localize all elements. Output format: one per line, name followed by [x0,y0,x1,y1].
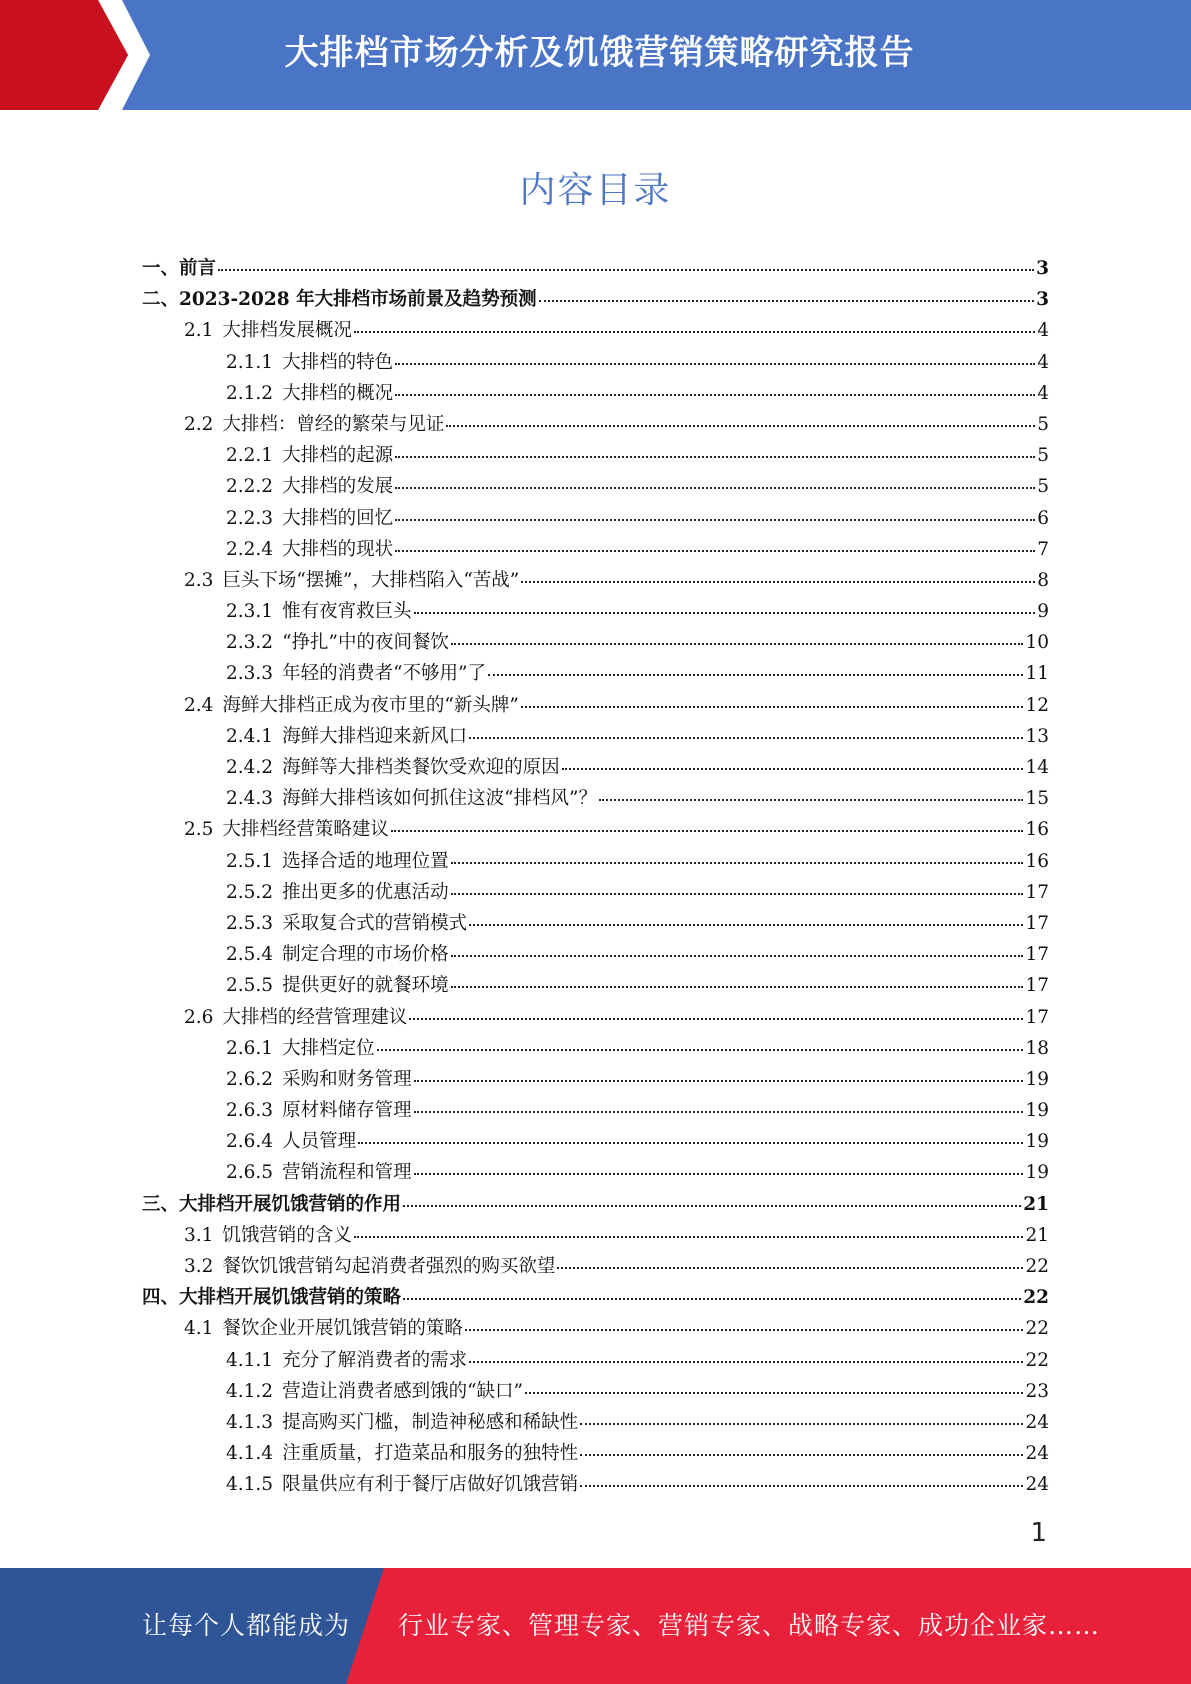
toc-dot-leader [391,812,1024,832]
toc-dot-leader [395,345,1035,365]
toc-entry-page: 11 [1025,663,1049,685]
toc-entry-number: 2.6.1 [226,1037,274,1059]
toc-dot-leader [469,719,1023,739]
toc-entry-page: 24 [1025,1474,1049,1496]
toc-entry-page: 24 [1025,1443,1049,1465]
footer-slogan-left: 让每个人都能成为 [142,1611,351,1640]
toc-entry-title: 人员管理 [282,1131,357,1153]
toc-entry-page: 16 [1025,850,1049,872]
toc-entry-page: 5 [1037,476,1049,498]
toc-entry-page: 3 [1036,258,1049,279]
toc-entry-page: 22 [1023,1287,1049,1309]
toc-entry-number: 4.1 [184,1318,214,1340]
toc-dot-leader [414,1155,1024,1175]
toc-entry-page: 17 [1025,975,1049,997]
toc-entry-number: 一、 [142,258,180,279]
toc-entry[interactable] [142,1127,1049,1158]
toc-entry-number: 4.1.1 [226,1349,274,1371]
toc-entry[interactable] [142,1470,1049,1501]
toc-entry[interactable] [142,1034,1049,1065]
toc-entry[interactable] [142,940,1049,971]
toc-entry-number: 4.1.4 [226,1443,274,1465]
toc-entry[interactable] [142,815,1049,846]
toc-entry[interactable] [142,379,1049,410]
toc-dot-leader [525,1374,1023,1394]
toc-entry-number: 2.4.1 [226,725,274,747]
toc-dot-leader [580,1405,1023,1425]
toc-entry-title: 大排档：曾经的繁荣与见证 [222,413,445,435]
toc-dot-leader [409,1000,1023,1020]
toc-entry-title: 大排档的发展 [282,476,394,498]
toc-entry-title: 餐饮企业开展饥饿营销的策略 [222,1318,463,1340]
toc-entry-number: 2.1.1 [226,351,274,373]
toc-dot-leader [403,1280,1021,1300]
toc-dot-leader [469,906,1023,926]
toc-entry-title: 海鲜大排档该如何抓住这波“排档风”？ [282,788,597,810]
toc-entry-title: 海鲜等大排档类餐饮受欢迎的原因 [282,757,560,778]
toc-entry[interactable] [142,1408,1049,1439]
toc-dot-leader [395,376,1035,396]
toc-dot-leader [557,1249,1023,1269]
toc-entry-page: 24 [1025,1411,1049,1433]
toc-heading: 内容目录 [519,170,672,211]
toc-entry-title: 大排档的回忆 [282,507,394,529]
toc-entry-page: 12 [1025,694,1049,716]
toc-entry-page: 19 [1025,1100,1049,1122]
toc-entry-title: 推出更多的优惠活动 [282,881,449,903]
toc-entry-title: 大排档的特色 [282,351,394,373]
toc-dot-leader [414,1062,1024,1082]
toc-entry-title: 营造让消费者感到饿的“缺口” [282,1380,523,1402]
toc-entry-number: 2.5.1 [226,850,274,872]
toc-entry-title: 充分了解消费者的需求 [282,1349,468,1371]
toc-entry-number: 2.6.3 [226,1100,274,1122]
toc-entry-page: 17 [1025,881,1049,903]
toc-entry-page: 4 [1037,320,1049,342]
toc-entry-page: 17 [1025,912,1049,934]
toc-entry-number: 2.3.1 [226,601,274,623]
toc-entry-title: 大排档开展饥饿营销的策略 [179,1287,402,1309]
toc-entry[interactable] [142,472,1049,503]
toc-entry-title: 餐饮饥饿营销勾起消费者强烈的购买欲望 [222,1256,556,1277]
toc-entry-title: 大排档的概况 [282,382,394,404]
toc-entry-number: 4.1.5 [226,1474,274,1496]
toc-entry-page: 17 [1025,944,1049,966]
toc-entry[interactable] [142,1346,1049,1377]
table-of-contents [142,254,1049,1502]
toc-entry-page: 6 [1037,507,1049,529]
toc-entry-page: 4 [1037,382,1049,404]
toc-entry[interactable] [142,1221,1049,1252]
toc-entry-title: 惟有夜宵救巨头 [282,601,412,623]
toc-entry-page: 17 [1025,1006,1049,1028]
toc-entry-title: “挣扎”中的夜间餐饮 [282,632,449,654]
toc-entry-page: 18 [1025,1037,1049,1059]
toc-entry[interactable] [142,1065,1049,1096]
toc-entry-page: 19 [1025,1131,1049,1153]
toc-entry-page: 19 [1025,1162,1049,1184]
toc-entry-number: 三、 [142,1193,180,1215]
toc-entry-page: 21 [1025,1224,1049,1246]
toc-dot-leader [539,282,1035,302]
header-banner [0,0,1191,110]
toc-dot-leader [414,1093,1024,1113]
toc-dot-leader [580,1467,1023,1487]
toc-entry-title: 选择合适的地理位置 [282,850,449,872]
toc-entry-title: 原材料储存管理 [282,1100,412,1122]
toc-entry-number: 2.5.2 [226,881,274,903]
toc-entry[interactable] [142,722,1049,753]
toc-entry-title: 提供更好的就餐环境 [282,975,449,997]
toc-entry-title: 大排档开展饥饿营销的作用 [179,1193,402,1215]
toc-entry-title: 营销流程和管理 [282,1162,412,1184]
toc-entry-page: 14 [1025,757,1049,778]
toc-dot-leader [395,532,1035,552]
toc-entry-page: 21 [1023,1193,1049,1215]
toc-entry-title: 大排档经营策略建议 [222,819,389,841]
toc-entry-number: 2.6.4 [226,1131,274,1153]
toc-entry-title: 海鲜大排档迎来新风口 [282,725,468,747]
toc-entry-number: 2.1.2 [226,382,274,404]
toc-entry[interactable] [142,1252,1049,1283]
toc-entry-number: 2.5.3 [226,912,274,934]
toc-entry[interactable] [142,316,1049,347]
toc-entry-title: 大排档的起源 [282,445,394,467]
toc-entry-number: 2.2.2 [226,476,274,498]
toc-dot-leader [451,968,1024,988]
toc-dot-leader [414,594,1035,614]
toc-entry-title: 注重质量，打造菜品和服务的独特性 [282,1443,579,1465]
toc-entry[interactable] [142,1377,1049,1408]
toc-entry[interactable] [142,1096,1049,1127]
toc-entry-number: 四、 [142,1287,180,1309]
toc-entry-number: 2.2.1 [226,445,274,467]
toc-entry-title: 大排档发展概况 [222,320,352,342]
toc-entry[interactable] [142,691,1049,722]
page-number: 1 [1030,1518,1047,1548]
toc-entry-number: 2.5 [184,819,214,841]
toc-entry-page: 22 [1025,1349,1049,1371]
toc-entry-page: 5 [1037,413,1049,435]
toc-entry-title: 制定合理的市场价格 [282,944,449,966]
toc-entry[interactable] [142,1283,1049,1314]
toc-entry-title: 大排档的现状 [282,538,394,560]
toc-entry-page: 15 [1025,788,1049,810]
toc-entry-number: 2.4.3 [226,788,274,810]
toc-entry[interactable] [142,410,1049,441]
toc-entry-page: 5 [1037,445,1049,467]
toc-dot-leader [465,1311,1024,1331]
toc-dot-leader [446,407,1035,427]
toc-entry[interactable] [142,847,1049,878]
toc-entry-number: 4.1.2 [226,1380,274,1402]
toc-entry-page: 16 [1025,819,1049,841]
toc-entry-number: 2.3.2 [226,632,274,654]
toc-entry-title: 巨头下场“摆摊”，大排档陷入“苦战” [222,569,520,591]
toc-entry[interactable] [142,1190,1049,1221]
toc-dot-leader [354,313,1035,333]
toc-entry-page: 3 [1036,289,1049,311]
toc-dot-leader [218,251,1034,271]
toc-entry[interactable] [142,909,1049,940]
toc-entry-number: 2.2.3 [226,507,274,529]
toc-entry[interactable] [142,753,1049,784]
toc-entry-number: 3.2 [184,1256,214,1277]
toc-entry[interactable] [142,566,1049,597]
toc-entry[interactable] [142,628,1049,659]
toc-dot-leader [451,937,1024,957]
toc-entry-title: 采购和财务管理 [282,1068,412,1090]
toc-dot-leader [580,1436,1023,1456]
report-title: 大排档市场分析及饥饿营销策略研究报告 [284,33,915,73]
toc-dot-leader [395,501,1035,521]
toc-entry-page: 4 [1037,351,1049,373]
toc-entry[interactable] [142,659,1049,690]
toc-entry-title: 前言 [179,258,217,279]
toc-entry-title: 采取复合式的营销模式 [282,912,468,934]
toc-entry-number: 2.3.3 [226,663,274,685]
toc-dot-leader [377,1031,1024,1051]
footer-slogan-right: 行业专家、管理专家、营销专家、战略专家、成功企业家…… [398,1611,1101,1640]
toc-entry-title: 大排档的经营管理建议 [222,1006,408,1028]
toc-entry[interactable] [142,441,1049,472]
toc-entry[interactable] [142,1314,1049,1345]
toc-entry-number: 3.1 [184,1224,214,1246]
toc-entry-title: 饥饿营销的含义 [222,1224,352,1246]
toc-dot-leader [395,469,1035,489]
toc-dot-leader [403,1187,1021,1207]
toc-entry-title: 2023-2028 年大排档市场前景及趋势预测 [179,289,537,311]
toc-entry-page: 13 [1025,725,1049,747]
toc-entry-page: 7 [1037,538,1049,560]
toc-entry[interactable] [142,1003,1049,1034]
toc-entry-number: 2.1 [184,320,214,342]
toc-entry-number: 2.5.5 [226,975,274,997]
toc-entry-page: 9 [1037,601,1049,623]
toc-entry-page: 8 [1037,569,1049,591]
toc-dot-leader [358,1124,1023,1144]
toc-entry[interactable] [142,348,1049,379]
toc-dot-leader [562,750,1024,770]
toc-entry-number: 2.6.2 [226,1068,274,1090]
toc-entry[interactable] [142,878,1049,909]
toc-entry[interactable] [142,784,1049,815]
toc-entry[interactable] [142,285,1049,316]
toc-entry-title: 年轻的消费者“不够用”了 [282,663,486,685]
toc-entry-number: 2.4.2 [226,757,274,778]
toc-entry-number: 2.6.5 [226,1162,274,1184]
footer-banner [0,1568,1191,1684]
toc-entry-number: 2.5.4 [226,944,274,966]
toc-entry-page: 10 [1025,632,1049,654]
toc-entry-number: 二、 [142,289,180,311]
toc-entry-page: 23 [1025,1380,1049,1402]
toc-entry[interactable] [142,504,1049,535]
toc-entry-title: 限量供应有利于餐厅店做好饥饿营销 [282,1474,579,1496]
toc-entry-number: 2.2 [184,413,214,435]
toc-dot-leader [599,781,1023,801]
toc-entry-number: 2.6 [184,1006,214,1028]
toc-entry-title: 大排档定位 [282,1037,375,1059]
toc-dot-leader [354,1218,1024,1238]
toc-entry-number: 2.3 [184,569,214,591]
toc-dot-leader [521,563,1035,583]
toc-entry[interactable] [142,1439,1049,1470]
toc-entry-number: 4.1.3 [226,1411,274,1433]
toc-entry[interactable] [142,597,1049,628]
toc-entry[interactable] [142,971,1049,1002]
toc-entry[interactable] [142,254,1049,285]
toc-entry-number: 2.2.4 [226,538,274,560]
toc-entry-page: 19 [1025,1068,1049,1090]
toc-dot-leader [521,688,1024,708]
toc-dot-leader [451,844,1024,864]
toc-dot-leader [488,656,1023,676]
toc-entry-number: 2.4 [184,694,214,716]
toc-dot-leader [469,1343,1023,1363]
toc-entry-title: 提高购买门槛，制造神秘感和稀缺性 [282,1411,579,1433]
toc-entry-page: 22 [1025,1318,1049,1340]
toc-entry[interactable] [142,535,1049,566]
toc-dot-leader [395,438,1035,458]
toc-entry[interactable] [142,1158,1049,1189]
toc-dot-leader [451,625,1023,645]
toc-dot-leader [451,875,1024,895]
toc-entry-page: 22 [1025,1256,1049,1277]
toc-entry-title: 海鲜大排档正成为夜市里的“新头牌” [222,694,519,716]
